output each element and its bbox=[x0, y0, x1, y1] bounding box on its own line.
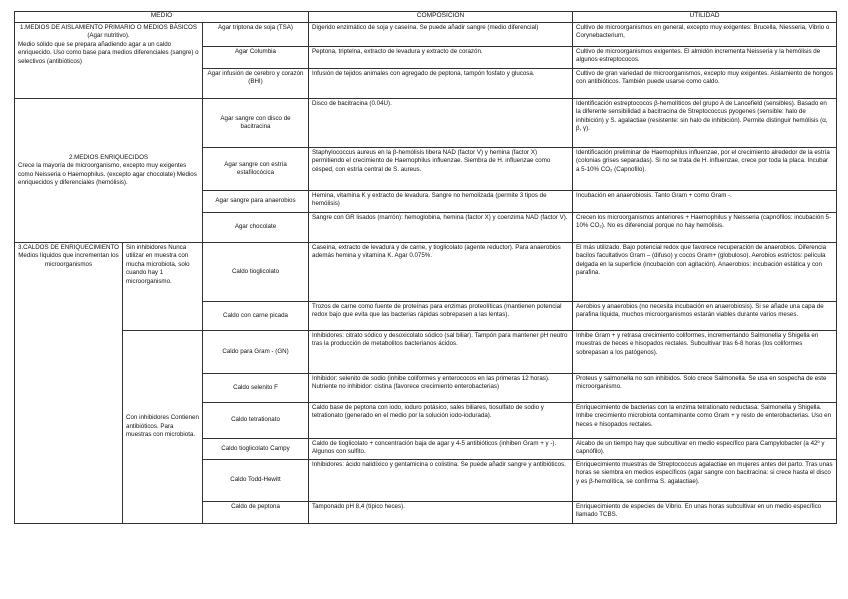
utilidad-cell: Inhibe Gram + y retrasa crecimiento coliformes, incrementando Salmonella y Shigella en muestras de heces e hisopados rectales. Subcultivar tras 6-8 horas (los coliformes sobrepasan a los patógenos). bbox=[573, 331, 837, 374]
group-title: 3.CALDOS DE ENRIQUECIMIENTO bbox=[18, 244, 119, 251]
group-aislamiento bbox=[15, 23, 203, 99]
utilidad-cell: Incubación en anaerobiosis. Tanto Gram + como Gram -. bbox=[573, 191, 837, 213]
utilidad-cell: Enriquecimiento de bacterias con la enzima tetrationato reductasa: Salmonella y Shigella. Inhibe crecimiento microbiota contaminante como Gram + y resto de enterobacterias. Uso en heces e hisopados rectales. bbox=[573, 403, 837, 439]
medio-cell: Agar triptona de soja (TSA) bbox=[203, 23, 309, 47]
composicion-cell: Infusión de tejidos animales con agregado de peptona, tampón fosfato y glucosa. bbox=[309, 69, 573, 99]
subgroup-sin-inhibidores: Sin inhibidores Nunca utilizar en muestra con mucha microbiota, solo cuando hay 1 microorganismo. bbox=[123, 243, 203, 331]
composicion-cell: Peptona, triptelna, extracto de levadura y extracto de corazón. bbox=[309, 47, 573, 69]
composicion-cell: Sangre con GR lisados (marrón): hemoglobina, hemina (factor X) y coenzima NAD (factor V). bbox=[309, 213, 573, 243]
medio-cell: Caldo de peptona bbox=[203, 502, 309, 524]
utilidad-cell: Cultivo de microorganismos en general, excepto muy exigentes: Brucella, Niesseria, Vibrio o Corynebacterium, bbox=[573, 23, 837, 47]
culture-media-table bbox=[14, 11, 837, 524]
utilidad-cell: Identificación estreptococos β-hemolíticos del grupo A de Lancefield (sensibles). Basado en la diferente sensibilidad a bacitracina de Streptococcus pyogenes (sensible: halo de inhibición) y S. agalactiae (resistente: sin halo de inhibición). Permite distinguir hemólisis (α, β, γ). bbox=[573, 99, 837, 148]
group-title: 2.MEDIOS ENRIQUECIDOS bbox=[68, 153, 149, 161]
composicion-cell: Caseína, extracto de levadura y de carne, y tioglicolato (agente reductor). Para anaerobios además hemina y vitamina K. Agar 0.075%. bbox=[309, 243, 573, 302]
medio-cell: Caldo selenito F bbox=[203, 374, 309, 403]
medio-cell: Agar infusión de cerebro y corazón (BHI) bbox=[203, 69, 309, 99]
composicion-cell: Hemina, vitamina K y extracto de levadura. Sangre no hemolizada (permite 3 tipos de hemólisis) bbox=[309, 191, 573, 213]
group-description: Medios líquidos que incrementan los microorganismos bbox=[18, 252, 119, 268]
group-enriquecidos bbox=[15, 99, 203, 243]
medio-cell: Caldo tioglicolato bbox=[203, 243, 309, 302]
group-subtitle: (Agar nutritivo). bbox=[87, 32, 130, 40]
composicion-cell: Caldo de tioglicolato + concentración baja de agar y 4-5 antibióticos (inhiben Gram + y -). Algunos con sulfito. bbox=[309, 439, 573, 460]
utilidad-cell: Alcabo de un tiempo hay que subcultivar en medio específico para Campylobacter (a 42º y capnófilo). bbox=[573, 439, 837, 460]
table-row bbox=[15, 331, 837, 374]
utilidad-cell: Aerobios y anaerobios (no necesita incubación en anaerobiosis). Si se añade una capa de parafina líquida, muchos microorganismos estarán viables durante varios meses. bbox=[573, 302, 837, 331]
medio-cell: Agar sangre para anaerobios bbox=[203, 191, 309, 213]
utilidad-cell: Crecen los microorganismos anteriores + Haemophilus y Neisseria (capnófilos: incubación 5-10% CO₂). No es diferencial porque no hay hemólisis. bbox=[573, 213, 837, 243]
composicion-cell: Inhibidores: ácido nalidíxico y gentamicina o colistina. Se puede añadir sangre y antibióticos. bbox=[309, 460, 573, 502]
utilidad-cell: Cultivo de microorganismos exigentes. El almidón incrementa Neisseria y la hemólisis de algunos estreptococos. bbox=[573, 47, 837, 69]
table-row bbox=[15, 23, 837, 47]
composicion-cell: Inhibidor: selenito de sodio (inhibe coliformes y enterococos en las primeras 12 horas). Nutriente no inhibidor: cistina (favorece crecimiento enterobacterias) bbox=[309, 374, 573, 403]
table-row bbox=[15, 243, 837, 302]
medio-cell: Agar Columbia bbox=[203, 47, 309, 69]
table-row bbox=[15, 99, 837, 148]
composicion-cell: Inhibidores: citrato sódico y desoxicolato sódico (sal biliar). Tampón para mantener pH neutro tras la producción de metabolitos bacterianos ácidos. bbox=[309, 331, 573, 374]
subgroup-con-inhibidores: Con inhibidores Contienen antibióticos. Para muestras con microbiota. bbox=[123, 331, 203, 524]
medio-cell: Caldo tioglicolato Campy bbox=[203, 439, 309, 460]
utilidad-cell: Cultivo de gran variedad de microorganismos, excepto muy exigentes. Aislamiento de hongos con antibióticos. También puede usarse como caldo. bbox=[573, 69, 837, 99]
medio-cell: Agar sangre con estría estafilocócica bbox=[203, 148, 309, 191]
group-description: Crece la mayoría de microorganismo, excepto muy exigentes como Neisseria o Haemophilus. (excepto agar chocolate) Medios enriquecidos y diferenciales (hemólisis). bbox=[18, 162, 197, 186]
composicion-cell: Staphylococcus aureus en la β-hemólisis libera NAD (factor V) y hemina (factor X) permitiendo el crecimiento de Haemophilus influenzae. Siembra de H. influenzae como césped, con estría central de S. aureus. bbox=[309, 148, 573, 191]
composicion-cell: Tamponado pH 8,4 (típico heces). bbox=[309, 502, 573, 524]
header-utilidad: UTILIDAD bbox=[573, 12, 837, 23]
medio-cell: Agar sangre con disco de bacitracina bbox=[203, 99, 309, 148]
composicion-cell: Caldo base de peptona con iodo, ioduro potásico, sales biliares, tiosulfato de sodio y tetrationato (generado en el medio por la solución iodo-iodurada). bbox=[309, 403, 573, 439]
medio-cell: Caldo con carne picada bbox=[203, 302, 309, 331]
utilidad-cell: El más utilizado. Bajo potencial redox que favorece recuperación de anaerobios. Diferencia bacilos facultativos Gram – (difuso) y cocos Gram+ (globuloso). Aerobios estrictos: película delgada en la superficie (incubación con agitación). Anaerobios: incubación estática y con parafina. bbox=[573, 243, 837, 302]
composicion-cell: Disco de bacitracina (0.04U). bbox=[309, 99, 573, 148]
table-header-row bbox=[15, 12, 837, 23]
composicion-cell: Trozos de carne como fuente de proteínas para enzimas proteolíticas (mantienen potencial redox bajo que evita que las bacterias rápidas sobrepasen a las lentas). bbox=[309, 302, 573, 331]
medio-cell: Caldo tetrationato bbox=[203, 403, 309, 439]
header-composicion: COMPOSICIÓN bbox=[309, 12, 573, 23]
utilidad-cell: Enriquecimiento de especies de Vibrio. En unas horas subcultivar en un medio específico llamado TCBS. bbox=[573, 502, 837, 524]
group-description: Medio sólido que se prepara añadiendo agar a un caldo enriquecido. Uso como base para medios diferenciales (sangre) o selectivos (antibióticos) bbox=[18, 40, 199, 65]
utilidad-cell: Enriquecimiento muestras de Streptococcus agalactiae en mujeres antes del parto. Tras unas horas se siembra en medios específicos (agar sangre con bacitracina: si crece hasta el disco y es β-hemolítica, se confirma S. agalactiae). bbox=[573, 460, 837, 502]
utilidad-cell: Proteus y salmonella no son inhibidos. Solo crece Salmonella. Se usa en sospecha de este microorganismo. bbox=[573, 374, 837, 403]
group-caldos bbox=[15, 243, 123, 524]
medio-cell: Caldo para Gram - (GN) bbox=[203, 331, 309, 374]
composicion-cell: Digerido enzimático de soja y caseína. Se puede añadir sangre (medio diferencial) bbox=[309, 23, 573, 47]
medio-cell: Agar chocolate bbox=[203, 213, 309, 243]
header-medio: MEDIO bbox=[15, 12, 309, 23]
utilidad-cell: Identificación preliminar de Haemophilus influenzae, por el crecimiento alrededor de la estría (colonias grises separadas). Si no se trata de H. influenzae, crece por toda la placa. Incubar a 5-10% CO₂ (Capnofilo). bbox=[573, 148, 837, 191]
medio-cell: Caldo Todd-Hewitt bbox=[203, 460, 309, 502]
group-title: 1.MEDIOS DE AISLAMIENTO PRIMARIO O MEDIOS BÁSICOS bbox=[20, 24, 197, 31]
